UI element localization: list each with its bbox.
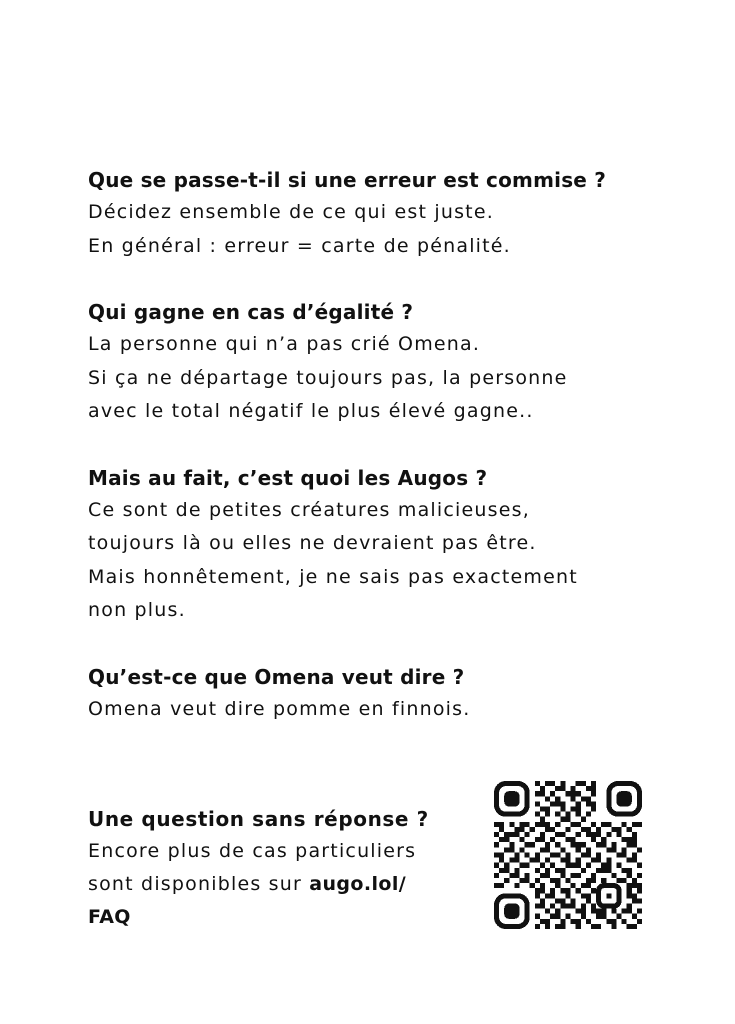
footer-help [88,803,478,934]
faq-item-augos [88,462,688,628]
faq-answer-line: Omena veut dire pomme en finnois. [88,697,471,720]
faq-answer-line: Décidez ensemble de ce qui est juste. [88,201,494,223]
faq-item-error [88,164,688,263]
faq-question: Que se passe-t-il si une erreur est commise ? [88,168,607,192]
qr-code-icon[interactable] [494,781,642,929]
faq-answer-line: En général : erreur = carte de pénalité. [88,234,511,257]
faq-answer-line: Si ça ne départage toujours pas, la personne [88,366,568,389]
faq-question: Qui gagne en cas d’égalité ? [88,300,414,324]
faq-answer-line: non plus. [88,599,186,621]
faq-answer-line: Ce sont de petites créatures malicieuses, [88,498,530,521]
faq-answer-line: Mais honnêtement, je ne sais pas exactement [88,565,578,588]
footer-line [88,868,478,901]
faq-link-end[interactable]: FAQ [88,906,131,928]
faq-section [88,164,688,759]
faq-question: Qu’est-ce que Omena veut dire ? [88,664,465,689]
footer-line-prefix: sont disponibles sur [88,873,310,895]
faq-answer-line: toujours là ou elles ne devraient pas être. [88,532,537,554]
footer-line: Encore plus de cas particuliers [88,840,417,862]
faq-answer-line: La personne qui n’a pas crié Omena. [88,333,481,355]
footer-question: Une question sans réponse ? [88,807,429,831]
faq-link[interactable]: augo.lol/ [309,873,407,895]
footer-line [88,901,478,934]
faq-item-tie [88,296,688,429]
faq-answer-line: avec le total négatif le plus élevé gagne.. [88,400,534,422]
faq-item-omena [88,661,688,727]
faq-question: Mais au fait, c’est quoi les Augos ? [88,465,488,490]
